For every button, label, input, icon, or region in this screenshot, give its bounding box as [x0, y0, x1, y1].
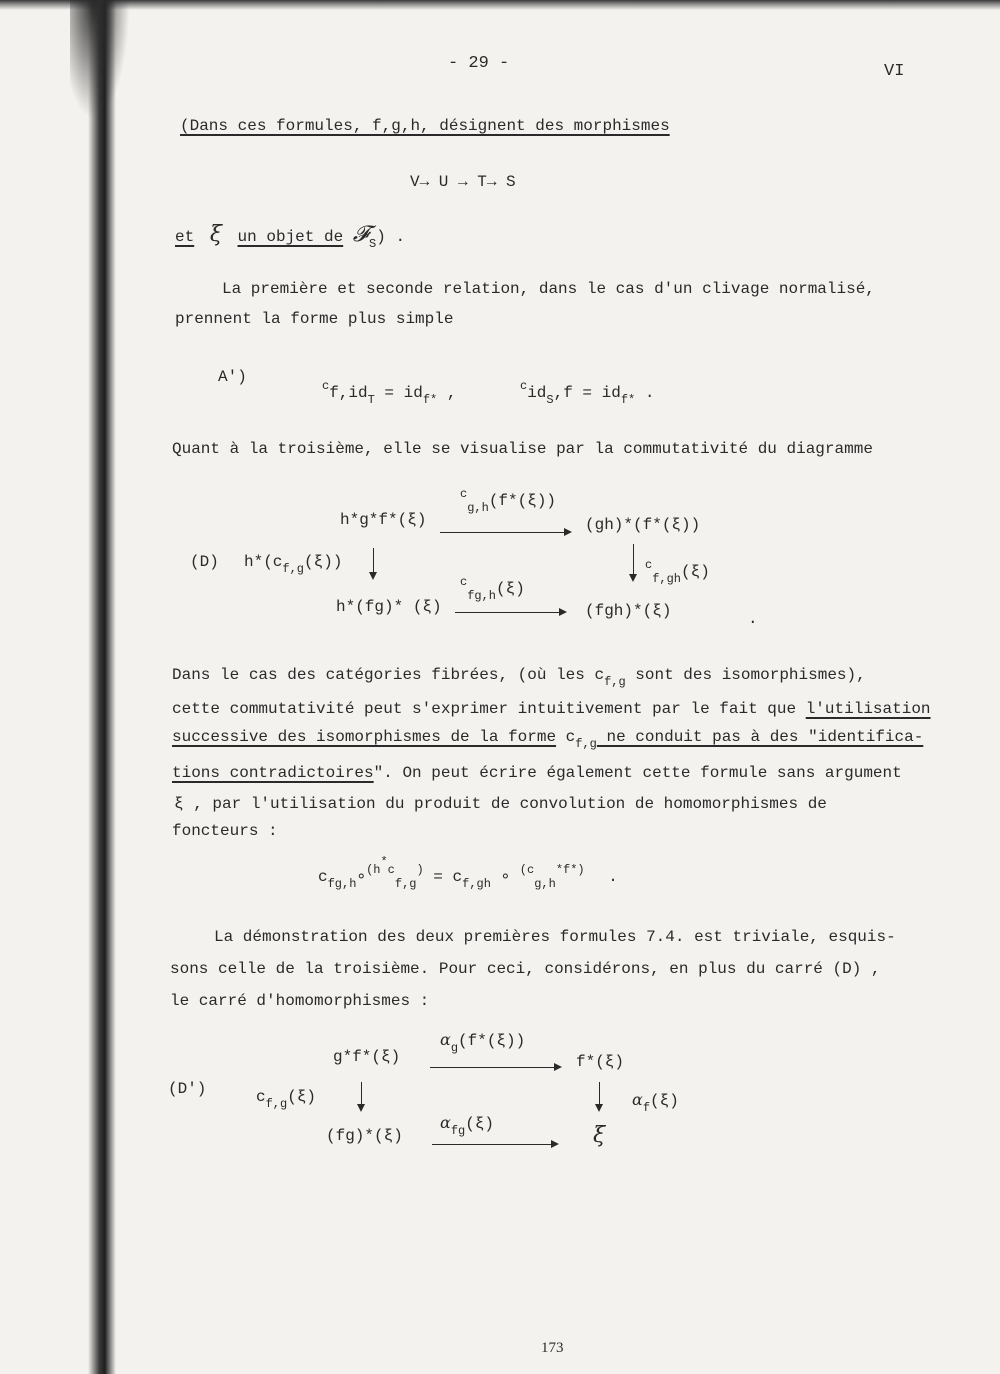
- dp-bottom-arrow-label: [440, 1113, 495, 1138]
- subscript: f,gh: [652, 572, 682, 586]
- objet-text: un objet de: [237, 228, 344, 246]
- c-symbol: c: [645, 558, 653, 572]
- dp-top-left: g*f*(ξ): [333, 1048, 401, 1066]
- c-symbol: c: [460, 487, 468, 501]
- argument: (ξ): [287, 1088, 317, 1106]
- para1-line2: prennent la forme plus simple: [175, 310, 454, 328]
- subscript: g,h: [467, 501, 489, 515]
- para2-line1: Quant à la troisième, elle se visualise par la commutativité du diagramme: [172, 440, 873, 458]
- argument: (ξ): [496, 580, 525, 598]
- argument: *f*): [555, 863, 585, 877]
- subscript: T: [367, 393, 375, 407]
- subscript: f,g: [394, 877, 417, 891]
- c-symbol: c: [452, 868, 463, 886]
- underlined-text: l'utilisation: [805, 700, 931, 718]
- para3-line3: [172, 728, 924, 751]
- para4-line3: le carré d'homomorphismes :: [170, 992, 430, 1010]
- para3-line5: ξ , par l'utilisation du produit de convolution de homomorphismes de: [174, 795, 827, 813]
- c-symbol: c: [520, 379, 528, 393]
- d-bottom-right: (fgh)*(ξ): [585, 602, 672, 620]
- underlined-text: tions contradictoires: [172, 764, 374, 782]
- compose-symbol: ∘: [356, 868, 367, 886]
- argument: (f*(ξ)): [458, 1032, 526, 1050]
- rhs: = id: [384, 384, 423, 402]
- subscript: S: [546, 393, 554, 407]
- dp-left-arrow: [361, 1082, 362, 1110]
- argument: (ξ)): [304, 553, 343, 571]
- c-symbol: c: [387, 863, 395, 877]
- intro-object-line: [175, 222, 406, 251]
- d-left-map-label: [244, 553, 343, 576]
- subscript: g: [450, 1041, 459, 1055]
- subscript: id: [527, 384, 547, 402]
- text: cette commutativité peut s'exprimer intuitivement par le fait que: [172, 700, 806, 718]
- subscript: fg,h: [467, 589, 497, 603]
- para3-line2: [172, 700, 931, 718]
- compose-symbol: ∘: [500, 868, 511, 886]
- subscript: g,h: [534, 877, 556, 891]
- subscript: f,g: [282, 562, 305, 576]
- subscript: f*: [620, 393, 636, 407]
- argument: (f*(ξ)): [488, 492, 557, 510]
- xi-symbol: ξ: [209, 222, 222, 247]
- scan-corner-shadow: [70, 0, 130, 120]
- c-symbol: c: [318, 868, 328, 886]
- dp-right-map-label: [632, 1090, 679, 1115]
- subscript: f,id: [329, 384, 368, 402]
- d-top-left: h*g*f*(ξ): [340, 511, 427, 529]
- c-symbol: c: [460, 575, 468, 589]
- dp-top-right: f*(ξ): [576, 1053, 625, 1071]
- underlined-text: ne conduit pas à des "identifica-: [596, 728, 924, 746]
- d-bottom-left: h*(fg)* (ξ): [336, 598, 442, 616]
- d-top-arrow-label: [460, 487, 557, 515]
- subscript: fg,h: [327, 877, 357, 891]
- subscript: f,g: [575, 737, 597, 751]
- d-right-map-label: [645, 558, 710, 586]
- d-top-right: (gh)*(f*(ξ)): [585, 516, 701, 534]
- d-right-arrow: [633, 544, 634, 580]
- text: ". On peut écrire également cette formule sans argument: [373, 764, 902, 782]
- d-period: .: [748, 610, 758, 628]
- subscript: ,f: [553, 384, 573, 402]
- dp-bottom-arrow: [432, 1144, 557, 1145]
- para3-line4: [172, 764, 902, 782]
- period: .: [644, 384, 655, 402]
- fibered-category-symbol: 𝓕: [352, 222, 370, 247]
- close-paren: ) .: [376, 228, 406, 246]
- morphism-chain: V→ U → T→ S: [410, 173, 516, 191]
- dp-right-arrow: [599, 1082, 600, 1110]
- para3-line6: foncteurs :: [172, 822, 278, 840]
- text: sont des isomorphismes),: [625, 666, 866, 684]
- fibered-category-subscript: S: [369, 237, 377, 251]
- dp-top-arrow: [430, 1067, 560, 1068]
- alpha-symbol: α: [440, 1030, 451, 1049]
- c-symbol: c: [556, 728, 576, 746]
- formula-a-eq1: [322, 379, 457, 407]
- formula-b: [318, 855, 618, 891]
- page-number: 173: [541, 1340, 564, 1356]
- intro-line: (Dans ces formules, f,g,h, désignent des morphismes: [180, 117, 670, 135]
- map-text: h*(c: [244, 553, 283, 571]
- argument: (ξ): [681, 563, 710, 581]
- alpha-symbol: α: [440, 1113, 451, 1132]
- diagram-d-label: (D): [190, 553, 219, 571]
- c-symbol: c: [256, 1088, 266, 1106]
- paren: ): [416, 863, 424, 877]
- chapter-number: VI: [884, 62, 905, 81]
- dp-left-map-label: [256, 1088, 317, 1111]
- argument: (ξ): [650, 1092, 679, 1110]
- d-bottom-arrow: [455, 612, 565, 613]
- d-left-arrow: [373, 548, 374, 578]
- period: .: [608, 868, 618, 886]
- dp-bottom-right: ξ: [593, 1123, 606, 1148]
- subscript: f: [642, 1101, 651, 1115]
- c-symbol: c: [322, 379, 330, 393]
- text: Dans le cas des catégories fibrées, (où les c: [172, 666, 605, 684]
- et-word: et: [175, 228, 195, 246]
- alpha-symbol: α: [632, 1090, 643, 1109]
- dp-top-arrow-label: [440, 1030, 526, 1055]
- subscript: f*: [422, 393, 438, 407]
- d-top-arrow: [440, 532, 570, 533]
- page-label: - 29 -: [448, 54, 510, 73]
- star: *: [380, 855, 388, 869]
- equals: =: [433, 868, 443, 886]
- separator: ,: [446, 384, 457, 402]
- dp-bottom-left: (fg)*(ξ): [326, 1127, 403, 1145]
- subscript: f,g: [265, 1097, 288, 1111]
- scan-binding-shadow: [88, 0, 116, 1374]
- subscript: fg: [450, 1124, 466, 1138]
- subscript: f,g: [604, 675, 626, 689]
- rhs: = id: [582, 384, 621, 402]
- d-bottom-arrow-label: [460, 575, 525, 603]
- subscript: f,gh: [462, 877, 491, 891]
- para4-line2: sons celle de la troisième. Pour ceci, considérons, en plus du carré (D) ,: [170, 960, 881, 978]
- formula-a-eq2: [520, 379, 655, 407]
- diagram-dp-label: (D'): [168, 1080, 207, 1098]
- scan-top-edge: [0, 0, 1000, 10]
- c-symbol: (c: [519, 863, 535, 877]
- paren: (h: [366, 863, 381, 877]
- para3-line1: [172, 666, 866, 689]
- argument: (ξ): [465, 1115, 495, 1133]
- underlined-text: successive des isomorphismes de la forme: [172, 728, 557, 746]
- para4-line1: La démonstration des deux premières formules 7.4. est triviale, esquis-: [214, 928, 896, 946]
- formula-a-label: A'): [218, 368, 247, 386]
- para1-line1: La première et seconde relation, dans le cas d'un clivage normalisé,: [222, 280, 875, 298]
